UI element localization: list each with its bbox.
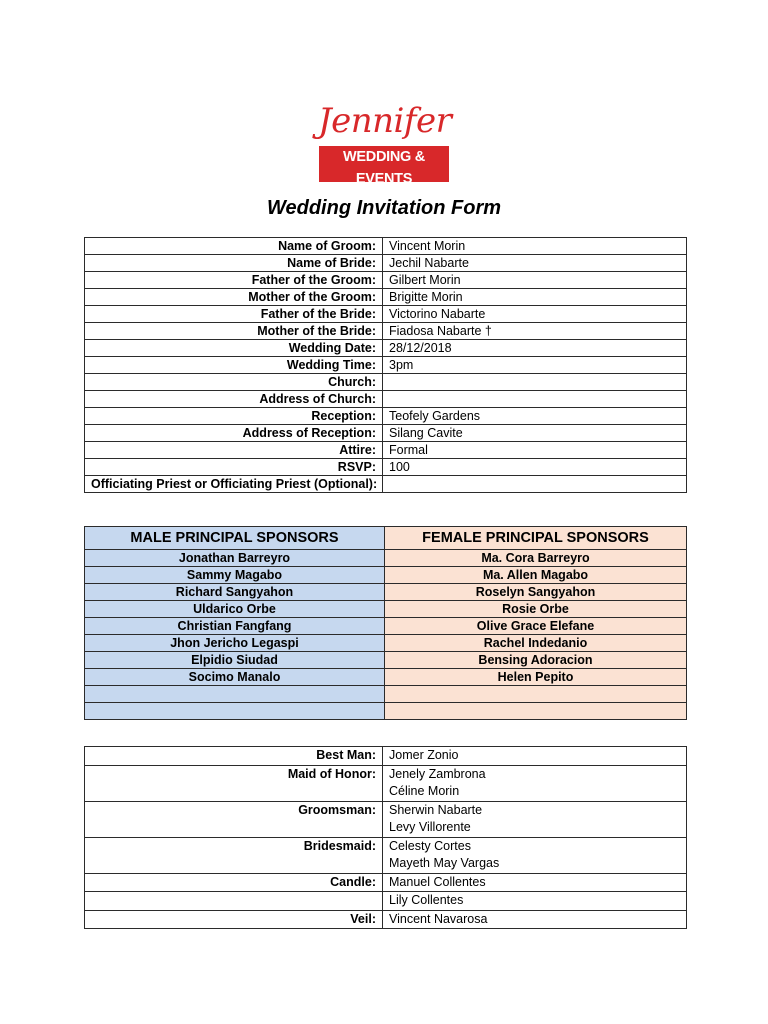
entourage-table — [84, 746, 687, 929]
wedding-details-table — [84, 237, 687, 493]
sponsors-row — [85, 703, 687, 720]
entourage-role-label: Bridesmaid: — [85, 837, 383, 873]
female-sponsors-header: FEMALE PRINCIPAL SPONSORS — [385, 527, 687, 550]
entourage-row — [85, 910, 687, 929]
details-label: Attire: — [85, 442, 383, 459]
details-value: 3pm — [383, 357, 687, 374]
entourage-role-label: Maid of Honor: — [85, 765, 383, 801]
details-row — [85, 323, 687, 340]
details-value: Teofely Gardens — [383, 408, 687, 425]
details-value: Fiadosa Nabarte † — [383, 323, 687, 340]
details-label: RSVP: — [85, 459, 383, 476]
entourage-name: Céline Morin — [389, 784, 460, 798]
details-label: Mother of the Groom: — [85, 289, 383, 306]
details-value: 28/12/2018 — [383, 340, 687, 357]
details-row — [85, 425, 687, 442]
entourage-row — [85, 892, 687, 911]
sponsors-row — [85, 584, 687, 601]
sponsors-row — [85, 635, 687, 652]
logo-script-text: Jennifer — [318, 101, 452, 141]
entourage-name: Lily Collentes — [389, 893, 464, 907]
male-sponsors-header: MALE PRINCIPAL SPONSORS — [85, 527, 385, 550]
male-sponsor-name: Richard Sangyahon — [85, 584, 385, 601]
female-sponsor-name: Rachel Indedanio — [385, 635, 687, 652]
details-row — [85, 255, 687, 272]
female-sponsor-name: Bensing Adoracion — [385, 652, 687, 669]
entourage-row — [85, 765, 687, 801]
entourage-names — [383, 801, 687, 837]
entourage-names — [383, 873, 687, 892]
details-value — [383, 374, 687, 391]
details-row — [85, 306, 687, 323]
male-sponsor-name — [85, 703, 385, 720]
female-sponsor-name: Rosie Orbe — [385, 601, 687, 618]
details-value: 100 — [383, 459, 687, 476]
page-title: Wedding Invitation Form — [266, 197, 502, 219]
male-sponsor-name — [85, 686, 385, 703]
female-sponsor-name: Ma. Allen Magabo — [385, 567, 687, 584]
details-row — [85, 374, 687, 391]
female-sponsor-name: Ma. Cora Barreyro — [385, 550, 687, 567]
male-sponsor-name: Jhon Jericho Legaspi — [85, 635, 385, 652]
entourage-role-label: Veil: — [85, 910, 383, 929]
sponsors-row — [85, 618, 687, 635]
details-label: Father of the Bride: — [85, 306, 383, 323]
details-row — [85, 272, 687, 289]
male-sponsor-name: Uldarico Orbe — [85, 601, 385, 618]
entourage-role-label: Groomsman: — [85, 801, 383, 837]
male-sponsor-name: Christian Fangfang — [85, 618, 385, 635]
details-label: Wedding Time: — [85, 357, 383, 374]
details-value: Jechil Nabarte — [383, 255, 687, 272]
details-label: Reception: — [85, 408, 383, 425]
entourage-name: Jenely Zambrona — [389, 766, 486, 781]
sponsors-row — [85, 601, 687, 618]
details-row — [85, 289, 687, 306]
entourage-names — [383, 837, 687, 873]
details-label: Wedding Date: — [85, 340, 383, 357]
entourage-role-label — [85, 892, 383, 911]
male-sponsor-name: Socimo Manalo — [85, 669, 385, 686]
female-sponsor-name: Helen Pepito — [385, 669, 687, 686]
entourage-name: Levy Villorente — [389, 820, 471, 834]
sponsors-row — [85, 669, 687, 686]
female-sponsor-name: Olive Grace Elefane — [385, 618, 687, 635]
entourage-name: Sherwin Nabarte — [389, 802, 483, 817]
male-sponsor-name: Sammy Magabo — [85, 567, 385, 584]
logo-banner-line2: ONE STOP WEDDING SHOP — [328, 190, 440, 199]
details-value: Formal — [383, 442, 687, 459]
details-row — [85, 357, 687, 374]
entourage-names — [383, 892, 687, 911]
entourage-names — [383, 747, 687, 766]
details-label: Name of Bride: — [85, 255, 383, 272]
details-value: Brigitte Morin — [383, 289, 687, 306]
details-label: Address of Reception: — [85, 425, 383, 442]
logo-banner — [319, 146, 449, 199]
details-label: Address of Church: — [85, 391, 383, 408]
logo-banner-line1: WEDDING & EVENTS — [343, 149, 425, 187]
details-row — [85, 340, 687, 357]
entourage-name: Mayeth May Vargas — [389, 856, 500, 870]
entourage-name: Vincent Navarosa — [389, 911, 488, 926]
details-value: Silang Cavite — [383, 425, 687, 442]
sponsors-row — [85, 652, 687, 669]
details-row — [85, 238, 687, 255]
sponsors-row — [85, 550, 687, 567]
details-label: Name of Groom: — [85, 238, 383, 255]
entourage-role-label: Best Man: — [85, 747, 383, 766]
entourage-row — [85, 873, 687, 892]
details-label: Father of the Groom: — [85, 272, 383, 289]
entourage-names — [383, 910, 687, 929]
principal-sponsors-table — [84, 526, 687, 720]
details-row — [85, 408, 687, 425]
company-logo — [318, 98, 452, 199]
female-sponsor-name — [385, 686, 687, 703]
details-value — [383, 476, 687, 493]
details-value: Gilbert Morin — [383, 272, 687, 289]
entourage-name: Celesty Cortes — [389, 838, 471, 853]
details-value: Vincent Morin — [383, 238, 687, 255]
details-label: Mother of the Bride: — [85, 323, 383, 340]
details-row — [85, 476, 687, 493]
entourage-row — [85, 801, 687, 837]
sponsors-row — [85, 567, 687, 584]
details-row — [85, 442, 687, 459]
male-sponsor-name: Elpidio Siudad — [85, 652, 385, 669]
entourage-names — [383, 765, 687, 801]
entourage-row — [85, 747, 687, 766]
details-value — [383, 391, 687, 408]
male-sponsor-name: Jonathan Barreyro — [85, 550, 385, 567]
entourage-role-label: Candle: — [85, 873, 383, 892]
details-label: Church: — [85, 374, 383, 391]
details-label: Officiating Priest or Officiating Priest (Optional): — [85, 476, 383, 493]
details-value: Victorino Nabarte — [383, 306, 687, 323]
details-row — [85, 459, 687, 476]
sponsors-row — [85, 686, 687, 703]
female-sponsor-name — [385, 703, 687, 720]
details-row — [85, 391, 687, 408]
female-sponsor-name: Roselyn Sangyahon — [385, 584, 687, 601]
entourage-row — [85, 837, 687, 873]
entourage-name: Manuel Collentes — [389, 874, 486, 889]
entourage-name: Jomer Zonio — [389, 748, 459, 762]
